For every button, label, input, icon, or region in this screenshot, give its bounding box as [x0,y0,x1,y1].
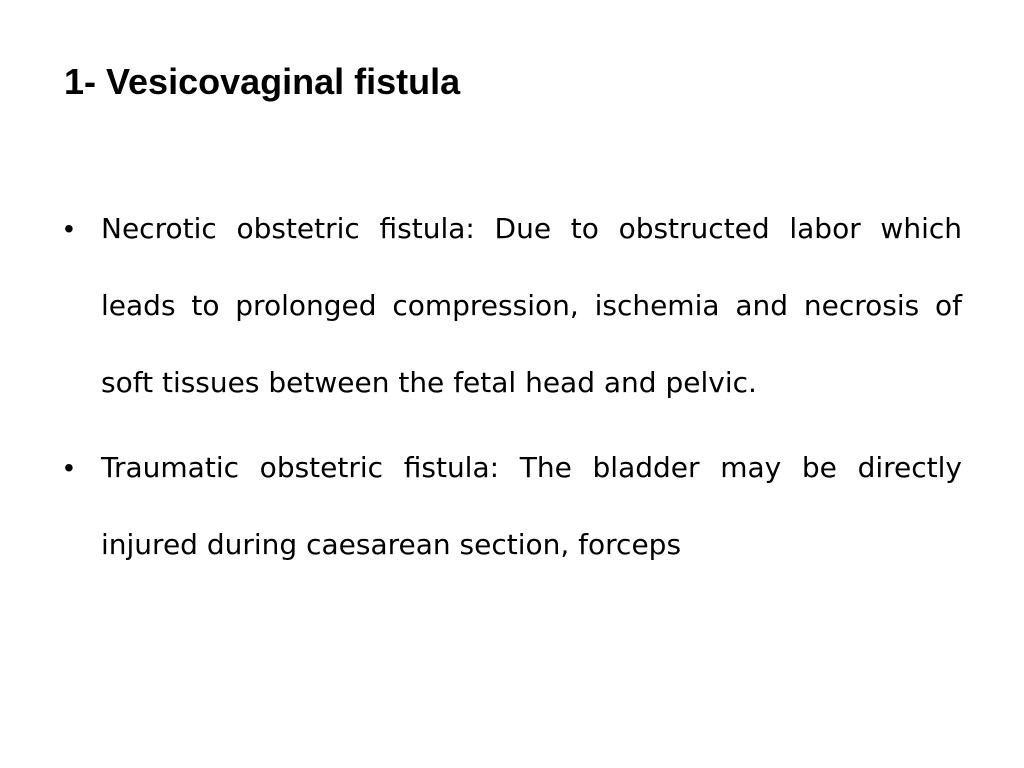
bullet-text: Necrotic obstetric fistula: Due to obstructed labor which leads to prolonged compression, ischemia and necrosis of soft tissues between the fetal head and pelvic. [101,212,962,399]
bullet-icon: • [64,452,74,483]
bullet-list [64,190,962,591]
bullet-item-necrotic [64,190,962,421]
bullet-item-traumatic [64,429,962,583]
slide-title: 1- Vesicovaginal fistula [64,61,461,102]
bullet-text: Traumatic obstetric fistula: The bladder may be directly injured during caesarean section, forceps [101,451,962,561]
bullet-icon: • [64,213,74,244]
